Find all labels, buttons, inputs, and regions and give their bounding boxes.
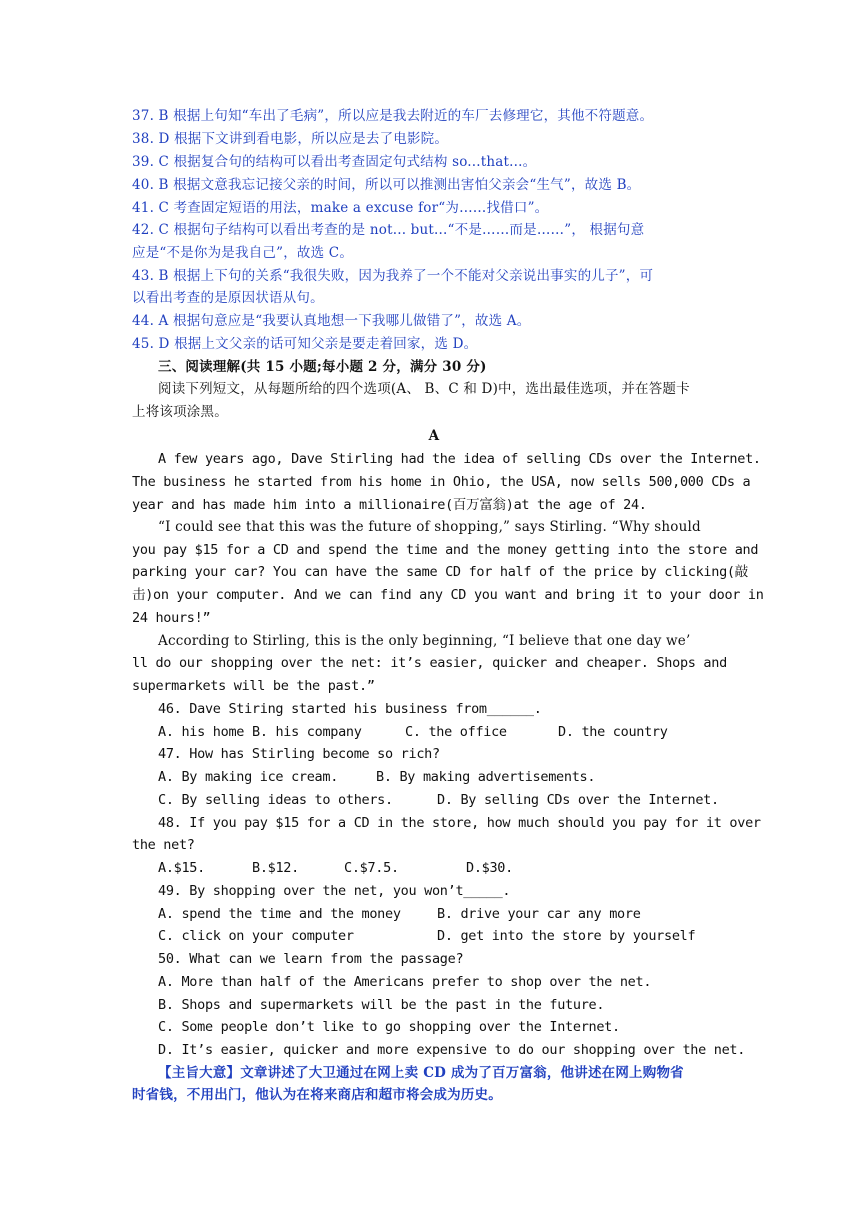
- passage-line: 击)on your computer. And we can find any CD you want and bring it to your door in: [132, 587, 764, 603]
- section-heading: 三、阅读理解(共 15 小题;每小题 2 分，满分 30 分): [158, 359, 487, 375]
- question-46: 46. Dave Stiring started his business from______.: [158, 701, 542, 717]
- summary-line: 【主旨大意】文章讲述了大卫通过在网上卖 CD 成为了百万富翁，他讲述在网上购物省: [158, 1065, 684, 1081]
- answer-37: 37. B 根据上句知“车出了毛病”，所以应是我去附近的车厂去修理它，其他不符题意。: [132, 108, 654, 124]
- q46-option-c: C. the office: [405, 724, 507, 740]
- q46-option-b: B. his company: [252, 724, 362, 740]
- question-48: 48. If you pay $15 for a CD in the store, how much should you pay for it over: [158, 815, 761, 831]
- answer-38: 38. D 根据下文讲到看电影，所以应是去了电影院。: [132, 131, 449, 147]
- question-50: 50. What can we learn from the passage?: [158, 951, 464, 967]
- q50-option-a: A. More than half of the Americans prefer to shop over the net.: [158, 974, 652, 990]
- q47-option-d: D. By selling CDs over the Internet.: [437, 792, 719, 808]
- answer-43-cont: 以看出考查的是原因状语从句。: [132, 290, 324, 306]
- passage-line: According to Stirling, this is the only beginning, “I believe that one day we’: [158, 633, 691, 649]
- answer-43: 43. B 根据上下句的关系“我很失败，因为我养了一个不能对父亲说出事实的儿子”，可: [132, 268, 654, 284]
- passage-line: you pay $15 for a CD and spend the time and the money getting into the store and: [132, 542, 759, 558]
- section-instructions-cont: 上将该项涂黑。: [132, 404, 228, 420]
- q50-option-d: D. It’s easier, quicker and more expensive to do our shopping over the net.: [158, 1042, 746, 1058]
- passage-line: supermarkets will be the past.”: [132, 678, 375, 694]
- q48-option-b: B.$12.: [252, 860, 299, 876]
- q48-option-d: D.$30.: [466, 860, 513, 876]
- q50-option-b: B. Shops and supermarkets will be the past in the future.: [158, 997, 605, 1013]
- q49-option-d: D. get into the store by yourself: [437, 928, 696, 944]
- answer-41: 41. C 考查固定短语的用法，make a excuse for“为……找借口”。: [132, 200, 549, 216]
- q49-option-b: B. drive your car any more: [437, 906, 641, 922]
- q46-option-a: A. his home: [158, 724, 245, 740]
- question-47: 47. How has Stirling become so rich?: [158, 746, 440, 762]
- passage-line: The business he started from his home in Ohio, the USA, now sells 500,000 CDs a: [132, 474, 751, 490]
- passage-line: parking your car? You can have the same CD for half of the price by clicking(敲: [132, 564, 748, 580]
- q47-option-b: B. By making advertisements.: [376, 769, 596, 785]
- q48-option-c: C.$7.5.: [344, 860, 399, 876]
- passage-line: A few years ago, Dave Stirling had the idea of selling CDs over the Internet.: [158, 451, 761, 467]
- q46-option-d: D. the country: [558, 724, 668, 740]
- passage-line: 24 hours!”: [132, 610, 211, 626]
- question-49: 49. By shopping over the net, you won’t_____.: [158, 883, 511, 899]
- summary-line-cont: 时省钱，不用出门，他认为在将来商店和超市将会成为历史。: [132, 1087, 502, 1103]
- q50-option-c: C. Some people don’t like to go shopping over the Internet.: [158, 1019, 620, 1035]
- answer-40: 40. B 根据文意我忘记接父亲的时间，所以可以推测出害怕父亲会“生气”，故选 B。: [132, 177, 641, 193]
- passage-label: A: [428, 428, 440, 444]
- passage-line: year and has made him into a millionaire(百万富翁)at the age of 24.: [132, 497, 647, 513]
- passage-line: “I could see that this was the future of shopping,” says Stirling. “Why should: [158, 519, 701, 535]
- answer-42-cont: 应是“不是你为是我自己”，故选 C。: [132, 245, 354, 261]
- q49-option-a: A. spend the time and the money: [158, 906, 401, 922]
- q47-option-a: A. By making ice cream.: [158, 769, 339, 785]
- q49-option-c: C. click on your computer: [158, 928, 354, 944]
- question-48-cont: the net?: [132, 837, 195, 853]
- q47-option-c: C. By selling ideas to others.: [158, 792, 393, 808]
- answer-39: 39. C 根据复合句的结构可以看出考查固定句式结构 so...that...。: [132, 154, 537, 170]
- answer-42: 42. C 根据句子结构可以看出考查的是 not... but...“不是……而是……”， 根据句意: [132, 222, 645, 238]
- answer-44: 44. A 根据句意应是“我要认真地想一下我哪儿做错了”，故选 A。: [132, 313, 531, 329]
- q48-option-a: A.$15.: [158, 860, 205, 876]
- passage-line: ll do our shopping over the net: it’s easier, quicker and cheaper. Shops and: [132, 655, 727, 671]
- section-instructions: 阅读下列短文，从每题所给的四个选项(A、 B、C 和 D)中，选出最佳选项，并在答题卡: [158, 381, 690, 397]
- answer-45: 45. D 根据上文父亲的话可知父亲是要走着回家，选 D。: [132, 336, 478, 352]
